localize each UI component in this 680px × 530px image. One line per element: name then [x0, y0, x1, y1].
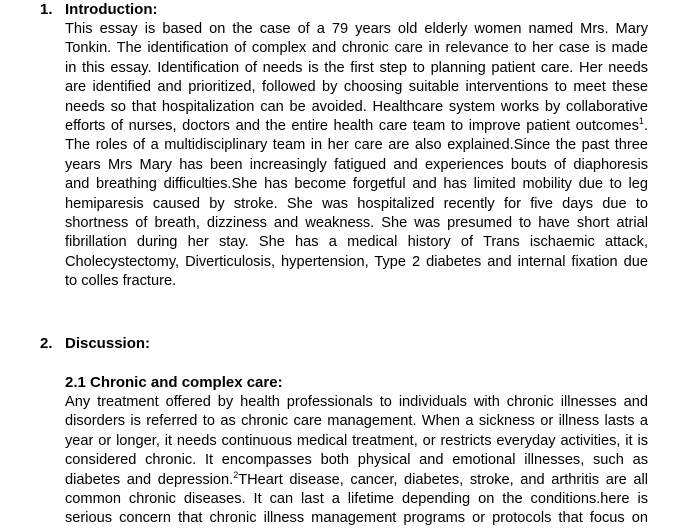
text-line: [65, 214, 648, 233]
line-text: shortness of breath, dizziness and weakness. She was presumed to have short atrial: [65, 214, 648, 231]
text-line: [65, 59, 648, 78]
section-heading-discussion: [40, 334, 150, 354]
text-line: [65, 253, 648, 272]
footnote-marker: 2: [233, 469, 239, 480]
line-text: in this essay. Identification of needs is the first step to planning patient care. Her needs: [65, 59, 648, 76]
line-text: common chronic diseases. It can last a lifetime depending on the conditions.here is: [65, 490, 648, 507]
text-line: [65, 393, 648, 412]
line-text: needs so that hospitalization can be avoided. Healthcare system works by collaborative: [65, 98, 648, 115]
line-text: Cholecystectomy, Diverticulosis, hypertension, Type 2 diabetes and internal fixation due: [65, 253, 648, 270]
section-title: Introduction:: [65, 1, 158, 18]
section-title: Discussion:: [65, 335, 151, 352]
text-line: [65, 98, 648, 117]
text-line: [65, 509, 648, 528]
line-text: disorders is referred to as chronic care management. When a sickness or illness lasts a: [65, 413, 648, 430]
line-text-continued: .: [643, 117, 648, 134]
subsection-heading-chronic-care: 2.1 Chronic and complex care:: [65, 374, 283, 391]
text-line: [65, 117, 648, 136]
text-line: [65, 471, 648, 490]
line-text: efforts of nurses, doctors and the entire health care team to improve patient outcomes: [65, 117, 639, 134]
text-line: [65, 20, 648, 39]
text-line: [65, 412, 648, 431]
line-text: Any treatment offered by health professionals to individuals with chronic illnesses and: [65, 394, 648, 410]
line-text: fibrillation during her stay. She has a medical history of Trans ischaemic attack,: [65, 234, 648, 251]
introduction-paragraph: [65, 20, 648, 291]
chronic-care-paragraph: [65, 393, 648, 529]
line-text: are identified and prioritized, followed by choosing suitable interventions to meet these: [65, 79, 648, 96]
line-text: to colles fracture.: [65, 273, 177, 290]
section-number: 2.: [40, 335, 53, 352]
line-text: and breathing difficulties.She has become forgetful and has limited mobility due to leg: [65, 176, 648, 193]
line-text: Tonkin. The identification of complex and chronic care in relevance to her case is made: [65, 40, 648, 57]
footnote-marker: 1: [638, 115, 644, 126]
line-text: serious concern that chronic illness management programs or protocols that focus on: [65, 510, 648, 527]
section-number: 1.: [40, 1, 53, 18]
line-text: The roles of a multidisciplinary team in her care are also explained.Since the past three: [65, 137, 648, 154]
section-heading-introduction: [40, 0, 157, 20]
line-text: This essay is based on the case of a 79 years old elderly women named Mrs. Mary: [65, 21, 648, 37]
text-line: [65, 272, 648, 291]
line-text-continued: THeart disease, cancer, diabetes, stroke, and arthritis are all: [238, 471, 649, 488]
text-line: [65, 39, 648, 58]
line-text: diabetes and depression.: [65, 471, 234, 488]
text-line: [65, 490, 648, 509]
text-line: [65, 195, 648, 214]
line-text: hemiparesis caused by stroke. She was hospitalized recently for five days due to: [65, 195, 648, 212]
text-line: [65, 156, 648, 175]
text-line: [65, 78, 648, 97]
text-line: [65, 451, 648, 470]
text-line: [65, 175, 648, 194]
line-text: year or longer, it needs continuous medical treatment, or restricts everyday activities, it is: [65, 432, 648, 449]
text-line: [65, 136, 648, 155]
line-text: considered chronic. It encompasses both physical and emotional illnesses, such as: [65, 452, 648, 469]
line-text: years Mrs Mary has been increasingly fatigued and experiences bouts of diaphoresis: [65, 156, 648, 173]
text-line: [65, 233, 648, 252]
text-line: [65, 432, 648, 451]
